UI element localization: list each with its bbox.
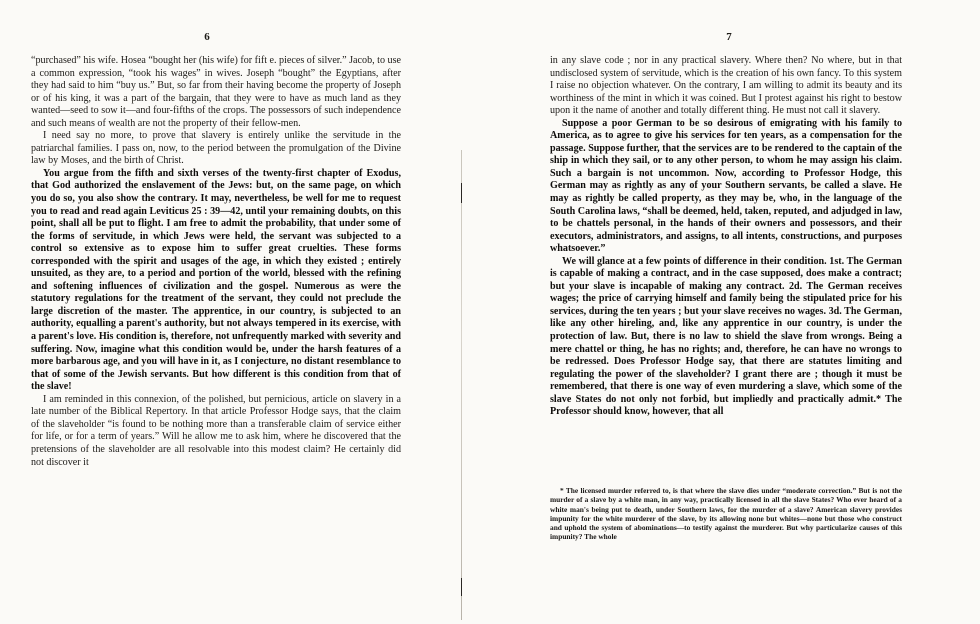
right-page-number: 7 (726, 31, 732, 43)
footnote-text: * The licensed murder referred to, is that where the slave dies under “moderate correction.” But is not the murder of a slave by a white man, in any way, practically licensed in all the slave States? Who ever heard of a white man's being put to death, under Southern laws, for the murder of a slave? American slavery provides impunity for the white murderer of the slave, by its allowing none but whites—none but those who construct and uphold the system of abominations—to testify against the murderer. But why particularize causes of this impunity? The whole (550, 486, 902, 542)
footnote (550, 486, 902, 542)
gutter-mark (461, 183, 462, 203)
paragraph: “purchased” his wife. Hosea “bought her (his wife) for fift e. pieces of silver.” Jacob, to use a common expression, “took his wages” in wives. Joseph “bought” the Egyptians, after they had said to him “buy us.” But, so far from their having become the property of Joseph or of his king, it was a part of the bargain, that they were to have as much land as they wanted—seed to sow it—and four-fifths of the crops. The possessors of such independence and such means of wealth are not the property of their fellow-men. (31, 55, 401, 129)
left-page-body (31, 55, 401, 469)
paragraph: I am reminded in this connexion, of the polished, but pernicious, article on slavery in a late number of the Biblical Repertory. In that article Professor Hodge says, that the claim of the slaveholder “is found to be nothing more than a transferable claim of service either for life, or for a term of years.” Will he allow me to ask him, where he discovered that the pretensions of the slaveholder are all resolvable into this modest claim? He certainly did not discover it (31, 393, 401, 468)
paragraph: in any slave code ; nor in any practical slavery. Where then? No where, but in that undisclosed system of servitude, which is the creation of his own fancy. To this system I raise no objection whatever. On the contrary, I am willing to admit its beauty and its worthiness of the mint in which it was coined. But I protest against his right to bestow upon it the name of another and totally different thing. He must not call it slavery. (550, 55, 902, 117)
paragraph: I need say no more, to prove that slavery is entirely unlike the servitude in the patriarchal families. I pass on, now, to the period between the promulgation of the Divine law by Moses, and the birth of Christ. (31, 130, 401, 167)
paragraph: You argue from the fifth and sixth verses of the twenty-first chapter of Exodus, that God authorized the enslavement of the Jews: but, on the same page, on which you do so, you also show the contrary. It may, nevertheless, be well for me to request you to read and read again Leviticus 25 : 39—42, until your remaining doubts, on this point, shall all be put to flight. I am free to admit the probability, that under some of the forms of servitude, in which Jews were held, the servant was subjected to a control so extensive as to expose him to suffer great cruelties. These forms corresponded with the spirit and usages of the age, in which they existed ; entirely unsuited, as they are, to a period and portion of the world, blessed with the refining and softening influences of civilization and the gospel. Numerous as were the statutory regulations for the treatment of the servant, they could not preclude the large discretion of the master. The apprentice, in our country, is subjected to an authority, equalling a parent's authority, but not always tempered in its exercise, with a parent's love. His condition is, therefore, not unfrequently marked with severity and suffering. Now, imagine what this condition would be, under the harsh features of a more barbarous age, and you will have in it, as I conjecture, no distant resemblance to that of some of the Jewish servants. But how different is this condition from that of the slave! (31, 167, 401, 393)
gutter-mark (461, 578, 462, 596)
paragraph: Suppose a poor German to be so desirous of emigrating with his family to America, as to agree to give his services for ten years, as a compensation for the passage. Suppose further, that the services are to be rendered to the captain of the ship in which they sail, or to any other person, to whom he may assign his claim. Such a bargain is not uncommon. Now, according to Professor Hodge, this German may as rightly as any of your Southern servants, be called a slave. He may as rightly be called property, as they may be, who, in the language of the South Carolina laws, “shall be deemed, held, taken, reputed, and adjudged in law, to be chattels personal, in the hands of their owners and possessors, and their executors, administrators, and assigns, to all intents, constructions, and purposes whatsoever.” (550, 117, 902, 255)
book-gutter (461, 150, 462, 620)
left-page-number: 6 (204, 31, 210, 43)
right-page-body (550, 55, 902, 419)
paragraph: We will glance at a few points of difference in their condition. 1st. The German is capable of making a contract, and in the case supposed, does make a contract; but your slave is incapable of making any contract. 2d. The German receives wages; the price of carrying himself and family being the stipulated price for his services, during the ten years ; but your slave receives no wages. 3d. The German, like any other hireling, and, like any apprentice in our country, is under the protection of law. But, there is no law to shield the slave from wrongs. Being a mere chattel or thing, he has no rights; and, therefore, he can have no wrongs to be redressed. Does Professor Hodge say, that there are statutes limiting and regulating the power of the slaveholder? I grant there are ; though it must be remembered, that there is one way of even murdering a slave, which some of the slave States do not only not forbid, but impliedly and practically admit.* The Professor should know, however, that all (550, 255, 902, 418)
